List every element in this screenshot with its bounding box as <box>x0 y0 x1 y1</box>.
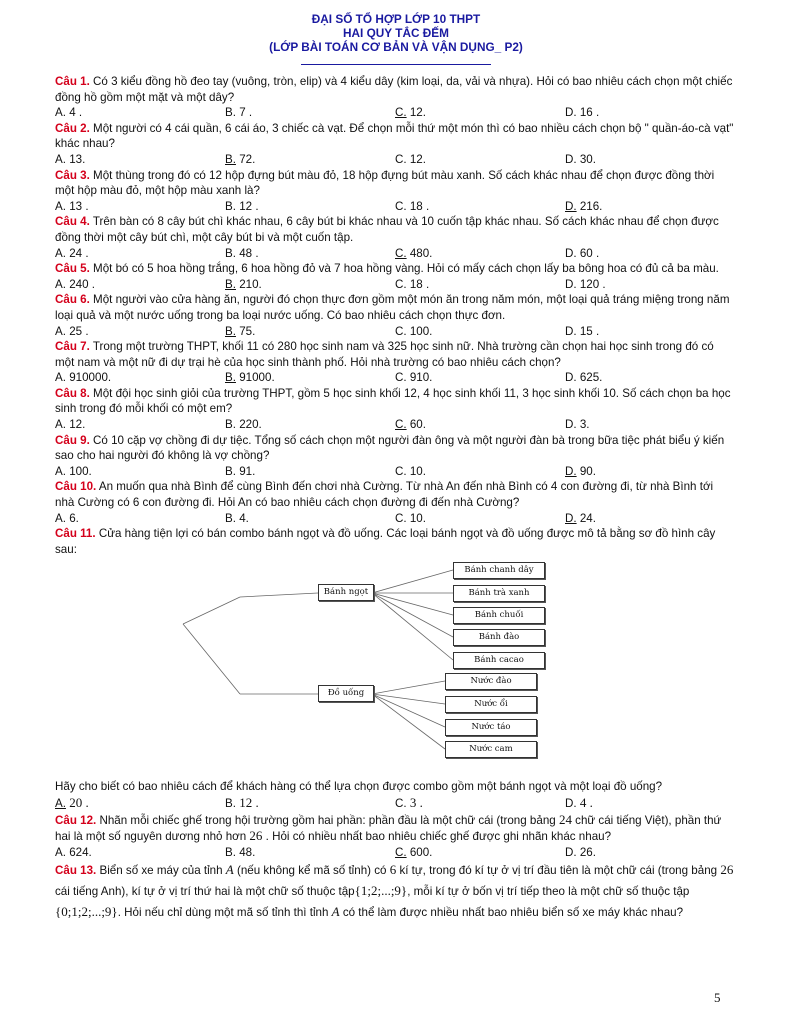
option-value: 7 . <box>239 106 253 120</box>
option-letter: B. <box>225 199 236 213</box>
option-letter: D. <box>565 277 577 291</box>
math-number: 24 <box>558 811 572 827</box>
question-5 <box>55 261 735 292</box>
question-label: Câu 10. <box>55 480 97 494</box>
option-value: 48 . <box>239 246 259 260</box>
option-value: 25 . <box>69 324 89 338</box>
question-label: Câu 7. <box>55 340 90 354</box>
options-row <box>55 464 735 480</box>
option-letter: D. <box>565 418 577 432</box>
option-value: 24. <box>579 511 596 525</box>
option-b <box>225 105 395 121</box>
question-list <box>55 74 735 923</box>
options-row <box>55 511 735 527</box>
question-text: Có 3 kiểu đồng hồ đeo tay (vuông, tròn, elip) và 4 kiểu dây (kim loại, da, vải và nhựa). Hỏi có bao nhiêu cách chọn một chiếc đồng hồ gồm một mặt và một dây? <box>55 75 733 104</box>
option-d <box>565 324 735 340</box>
option-b <box>225 795 395 812</box>
option-letter: D. <box>565 106 577 120</box>
option-letter: A. <box>55 418 66 432</box>
option-a <box>55 795 225 812</box>
option-letter: C. <box>395 324 407 338</box>
option-value: 20 . <box>69 795 89 810</box>
option-value: 13 . <box>69 199 89 213</box>
options-row <box>55 199 735 215</box>
question-text: . Hỏi nếu chỉ dùng một mã số tỉnh thì tỉnh <box>117 906 332 920</box>
option-value: 910000. <box>69 371 112 385</box>
question-label: Câu 13. <box>55 864 97 878</box>
option-b <box>225 370 395 386</box>
option-c <box>395 277 565 293</box>
cake-item: Bánh chanh dây <box>453 562 545 579</box>
header-subtitle: HAI QUY TẮC ĐẾM <box>343 26 449 40</box>
math-number: 26 <box>720 862 734 878</box>
option-a <box>55 845 225 861</box>
question-text: An muốn qua nhà Bình để cùng Bình đến chơi nhà Cường. Từ nhà An đến nhà Bình có 4 con đường đi, từ nhà Bình tới nhà Cường có 6 con đường đi. Hỏi An có bao nhiêu cách chọn đường đi đến nhà Cường? <box>55 480 714 510</box>
options-row <box>55 795 735 812</box>
option-b <box>225 511 395 527</box>
tree-lines <box>55 557 735 779</box>
option-letter: D. <box>565 797 577 810</box>
option-letter: C. <box>395 418 407 432</box>
option-letter: C. <box>395 277 407 291</box>
question-text: Một người vào cửa hàng ăn, người đó chọn thực đơn gồm một món ăn trong năm món, một loại quả tráng miệng trong năm loại quả và một nước uống trong ba loại nước uống. Có bao nhiêu cách chọn thực đơn. <box>55 293 730 322</box>
options-row <box>55 152 735 168</box>
option-value: 24 . <box>69 246 89 260</box>
option-value: 60. <box>409 418 426 432</box>
question-label: Câu 4. <box>55 215 90 229</box>
option-value: 12. <box>409 106 426 120</box>
option-value: 12 . <box>239 795 259 810</box>
question-13 <box>55 860 735 923</box>
question-text: Có 10 cặp vợ chồng đi dự tiệc. Tổng số cách chọn một người đàn ông và một người đàn bà trong bữa tiệc phát biểu ý kiến sao cho hai người đó không là vợ chồng? <box>55 433 725 463</box>
option-a <box>55 464 225 480</box>
option-b <box>225 152 395 168</box>
option-letter: A. <box>55 797 66 810</box>
option-a <box>55 199 225 215</box>
drink-item: Nước táo <box>445 719 537 736</box>
option-letter: A. <box>55 199 66 213</box>
options-row <box>55 105 735 121</box>
option-value: 75. <box>239 324 256 338</box>
option-c <box>395 795 565 812</box>
option-value: 4 . <box>579 795 593 810</box>
option-letter: B. <box>225 277 236 291</box>
option-c <box>395 105 565 121</box>
question-9 <box>55 433 735 480</box>
cake-group-box: Bánh ngọt <box>318 584 374 601</box>
option-b <box>225 277 395 293</box>
option-value: 10. <box>409 464 426 478</box>
option-letter: D. <box>565 152 577 166</box>
option-d <box>565 370 735 386</box>
option-letter: A. <box>55 845 66 859</box>
question-text: Nhãn mỗi chiếc ghế trong hội trường gồm hai phần: phần đầu là một chữ cái (trong bảng <box>99 813 559 827</box>
option-c <box>395 370 565 386</box>
option-letter: A. <box>55 106 66 120</box>
option-a <box>55 152 225 168</box>
question-label: Câu 6. <box>55 293 90 307</box>
header-title: ĐẠI SỐ TỔ HỢP LỚP 10 THPT <box>311 12 481 26</box>
option-value: 6. <box>69 511 79 525</box>
option-letter: C. <box>395 845 407 859</box>
question-text: (nếu không kể mã số tỉnh) có <box>233 864 390 878</box>
question-text: , mỗi kí tự ở bốn vị trí tiếp theo là một chữ số thuộc tập <box>407 885 690 899</box>
option-value: 48. <box>239 845 256 859</box>
question-label: Câu 5. <box>55 262 90 276</box>
option-letter: B. <box>225 246 236 260</box>
option-letter: A. <box>55 371 66 385</box>
option-letter: B. <box>225 511 236 525</box>
option-b <box>225 845 395 861</box>
option-d <box>565 199 735 215</box>
option-d <box>565 845 735 861</box>
cake-item: Bánh chuối <box>453 607 545 624</box>
option-letter: D. <box>565 845 577 859</box>
question-12 <box>55 812 735 861</box>
option-value: 10. <box>409 511 426 525</box>
header-subtitle-2: (LỚP BÀI TOÁN CƠ BẢN VÀ VẬN DỤNG_ P2) <box>269 40 523 54</box>
option-a <box>55 511 225 527</box>
question-8 <box>55 386 735 433</box>
option-value: 18 . <box>409 199 430 213</box>
questions-1-10 <box>55 74 735 526</box>
option-value: 15 . <box>579 324 600 338</box>
option-value: 4 . <box>69 106 83 120</box>
option-letter: B. <box>225 418 236 432</box>
option-letter: C. <box>395 511 407 525</box>
option-value: 12 . <box>239 199 259 213</box>
math-number: 6 <box>389 862 397 878</box>
tree-diagram <box>55 557 735 779</box>
question-label: Câu 3. <box>55 168 90 182</box>
option-letter: A. <box>55 324 66 338</box>
option-d <box>565 464 735 480</box>
option-letter: A. <box>55 464 66 478</box>
option-a <box>55 324 225 340</box>
question-text: Trong một trường THPT, khối 11 có 280 học sinh nam và 325 học sinh nữ. Nhà trường cần chọn hai học sinh trong đó có một nam và một nữ đi dự trại hè của học sinh thành phố. Hỏi nhà trường có bao nhiêu cách chọn? <box>55 340 714 369</box>
option-c <box>395 199 565 215</box>
option-letter: B. <box>225 106 236 120</box>
math-set: {0;1;2;...;9} <box>55 904 118 920</box>
option-letter: B. <box>225 464 236 478</box>
option-c <box>395 511 565 527</box>
option-value: 26. <box>579 845 596 859</box>
page-number: 5 <box>714 990 721 1005</box>
option-value: 240 . <box>69 277 95 291</box>
math-set: {1;2;...;9} <box>354 883 408 899</box>
option-value: 3 . <box>409 795 423 810</box>
options-row <box>55 370 735 386</box>
option-b <box>225 464 395 480</box>
option-value: 3. <box>579 418 590 432</box>
question-text: có thể làm được nhiều nhất bao nhiêu biển số xe máy khác nhau? <box>339 906 684 920</box>
question-text: Trên bàn có 8 cây bút chì khác nhau, 6 cây bút bi khác nhau và 10 cuốn tập khác nhau. Số cách khác nhau để chọn được đồng thời một cây bút chì, một cây bút bi và một cuốn tập. <box>55 215 719 244</box>
option-value: 625. <box>579 371 603 385</box>
option-value: 120 . <box>579 277 606 291</box>
option-letter: D. <box>565 464 577 478</box>
cake-item: Bánh cacao <box>453 652 545 669</box>
option-value: 90. <box>579 464 596 478</box>
option-value: 13. <box>69 152 86 166</box>
option-d <box>565 277 735 293</box>
option-value: 60 . <box>579 246 600 260</box>
option-value: 210. <box>239 277 262 291</box>
question-label: Câu 1. <box>55 75 90 88</box>
question-6 <box>55 292 735 339</box>
option-value: 12. <box>409 152 426 166</box>
option-b <box>225 324 395 340</box>
question-text: kí tự, trong đó kí tự ở vị trí đầu tiên là một chữ cái (trong bảng <box>396 864 721 878</box>
math-number: 26 <box>249 828 263 844</box>
option-d <box>565 105 735 121</box>
question-2 <box>55 121 735 168</box>
option-a <box>55 417 225 433</box>
option-value: 624. <box>69 845 92 859</box>
question-label: Câu 12. <box>55 813 97 827</box>
question-3 <box>55 168 735 215</box>
option-value: 910. <box>409 371 433 385</box>
option-a <box>55 277 225 293</box>
question-text: Biển số xe máy của tỉnh <box>99 864 226 878</box>
option-d <box>565 511 735 527</box>
option-c <box>395 417 565 433</box>
option-letter: D. <box>565 246 577 260</box>
question-4 <box>55 214 735 261</box>
option-letter: C. <box>395 106 407 120</box>
question-text: Một bó có 5 hoa hồng trắng, 6 hoa hồng đỏ và 7 hoa hồng vàng. Hỏi có mấy cách chọn lấy ba bông hoa có đủ cả ba màu. <box>93 262 719 276</box>
option-a <box>55 246 225 262</box>
option-letter: C. <box>395 246 407 260</box>
question-label: Câu 8. <box>55 386 90 400</box>
question-label: Câu 9. <box>55 433 90 447</box>
option-letter: D. <box>565 324 577 338</box>
option-letter: B. <box>225 324 236 338</box>
option-value: 480. <box>409 246 433 260</box>
question-10 <box>55 479 735 526</box>
option-b <box>225 417 395 433</box>
option-letter: B. <box>225 797 236 810</box>
question-text: Hãy cho biết có bao nhiêu cách để khách hàng có thể lựa chọn được combo gồm một bánh ngọt và một loại đồ uống? <box>55 780 663 794</box>
option-value: 4. <box>239 511 249 525</box>
option-value: 100. <box>409 324 433 338</box>
question-1 <box>55 74 735 121</box>
question-text: Một đội học sinh giỏi của trường THPT, gồm 5 học sinh khối 12, 4 học sinh khối 11, 3 học sinh khối 10. Số cách chọn ba học sinh trong đó mỗi khối có một em? <box>55 386 731 416</box>
header-underline <box>301 60 491 65</box>
question-label: Câu 2. <box>55 121 90 135</box>
drink-item: Nước đào <box>445 673 537 690</box>
option-c <box>395 845 565 861</box>
option-letter: B. <box>225 845 236 859</box>
option-value: 600. <box>409 845 433 859</box>
option-value: 91. <box>239 464 256 478</box>
question-label: Câu 11. <box>55 527 96 541</box>
options-row <box>55 277 735 293</box>
question-text: Cửa hàng tiện lợi có bán combo bánh ngọt và đồ uống. Các loại bánh ngọt và đồ uống được mô tả bằng sơ đồ hình cây sau: <box>55 527 716 556</box>
option-b <box>225 246 395 262</box>
question-11 <box>55 526 735 811</box>
question-text: Một người có 4 cái quần, 6 cái áo, 3 chiếc cà vạt. Để chọn mỗi thứ một món thì có bao nhiều cách chọn bộ " quần-áo-cà vạt" khác nhau? <box>55 121 734 151</box>
option-d <box>565 795 735 812</box>
option-d <box>565 152 735 168</box>
options-row <box>55 417 735 433</box>
option-letter: D. <box>565 371 577 385</box>
option-letter: D. <box>565 511 577 525</box>
options-row <box>55 845 735 861</box>
option-letter: A. <box>55 152 66 166</box>
option-letter: C. <box>395 371 407 385</box>
option-value: 100. <box>69 464 92 478</box>
option-letter: C. <box>395 797 407 810</box>
option-d <box>565 246 735 262</box>
option-letter: A. <box>55 246 66 260</box>
options-row <box>55 324 735 340</box>
cake-item: Bánh đào <box>453 629 545 646</box>
option-letter: B. <box>225 371 236 385</box>
document-header <box>0 12 792 68</box>
option-a <box>55 370 225 386</box>
question-text: Một thùng trong đó có 12 hộp đựng bút màu đỏ, 18 hộp đựng bút màu xanh. Số cách khác nhau để chọn được đồng thời một hộp màu đỏ, một hộp màu xanh là? <box>55 168 715 198</box>
question-7 <box>55 339 735 386</box>
option-value: 216. <box>579 199 603 213</box>
option-c <box>395 324 565 340</box>
option-value: 16 . <box>579 106 600 120</box>
question-text: chữ cái tiếng Việt), phần thứ hai là một số nguyên dương nhỏ hơn <box>55 813 722 844</box>
option-a <box>55 105 225 121</box>
option-c <box>395 464 565 480</box>
option-b <box>225 199 395 215</box>
option-letter: D. <box>565 199 577 213</box>
option-letter: B. <box>225 152 236 166</box>
math-symbol: A <box>331 904 340 920</box>
option-value: 30. <box>579 152 596 166</box>
cake-item: Bánh trà xanh <box>453 585 545 602</box>
math-symbol: A <box>225 862 234 878</box>
option-d <box>565 417 735 433</box>
question-text: . Hỏi có nhiều nhất bao nhiêu chiếc ghế được ghi nhãn khác nhau? <box>262 830 612 844</box>
drink-group-box: Đồ uống <box>318 685 374 702</box>
option-letter: A. <box>55 511 66 525</box>
option-letter: A. <box>55 277 66 291</box>
drink-item: Nước ổi <box>445 696 537 713</box>
option-value: 18 . <box>409 277 430 291</box>
option-c <box>395 246 565 262</box>
drink-item: Nước cam <box>445 741 537 758</box>
option-value: 72. <box>239 152 256 166</box>
option-letter: C. <box>395 152 407 166</box>
option-c <box>395 152 565 168</box>
options-row <box>55 246 735 262</box>
option-value: 91000. <box>239 371 275 385</box>
question-text: cái tiếng Anh), kí tự ở vị trí thứ hai là một chữ số thuộc tập <box>55 885 355 899</box>
option-value: 12. <box>69 418 86 432</box>
option-value: 220. <box>239 418 262 432</box>
option-letter: C. <box>395 464 407 478</box>
option-letter: C. <box>395 199 407 213</box>
